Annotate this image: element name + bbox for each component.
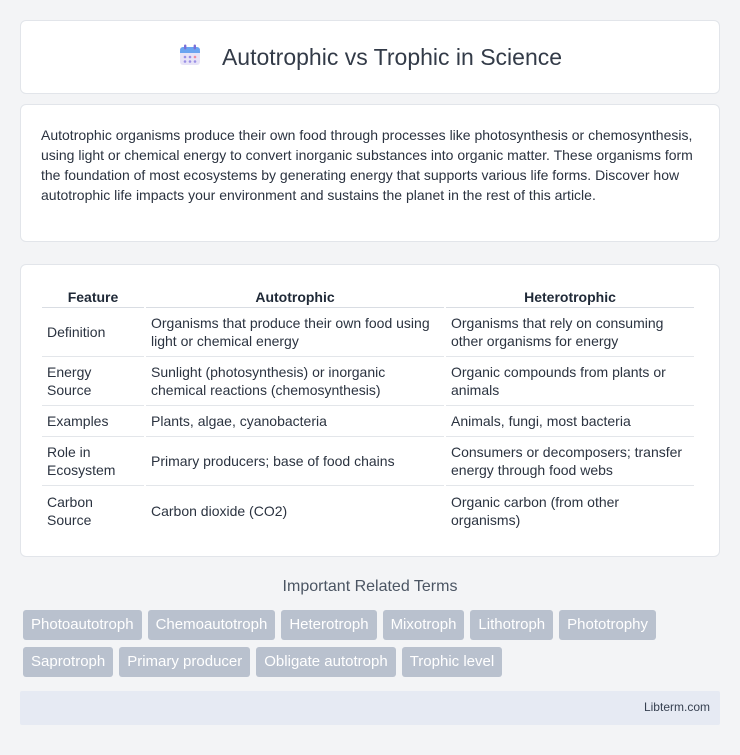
page-title: Autotrophic vs Trophic in Science [221,43,563,70]
related-term-tag[interactable]: Mixotroph [383,610,465,640]
header [178,43,562,72]
footer-site-link[interactable]: Libterm.com [643,700,710,714]
autotrophic-cell: Organisms that produce their own food using light or chemical energy [146,308,444,357]
feature-cell: Carbon Source [47,493,93,528]
related-term-tag[interactable]: Chemoautotroph [148,610,276,640]
heterotrophic-cell: Organisms that rely on consuming other organisms for energy [446,308,694,357]
autotrophic-cell: Primary producers; base of food chains [146,437,444,486]
feature-cell: Examples [42,406,144,437]
feature-cell: Energy Source [42,357,144,406]
column-header-feature: Feature [42,283,144,308]
feature-cell: Definition [42,308,144,357]
table-row [42,406,694,437]
heterotrophic-cell: Organic carbon (from other organisms) [451,493,620,528]
autotrophic-cell: Sunlight (photosynthesis) or inorganic chemical reactions (chemosynthesis) [146,357,444,406]
table-row [42,437,694,486]
related-terms-list [23,610,723,677]
column-header-autotrophic: Autotrophic [146,283,444,308]
comparison-table-card [20,264,720,557]
related-term-tag[interactable]: Obligate autotroph [256,647,395,677]
table-row [42,486,694,535]
intro-card [20,104,720,242]
header-card [20,20,720,94]
related-term-tag[interactable]: Lithotroph [470,610,553,640]
related-term-tag[interactable]: Trophic level [402,647,502,677]
table-row [42,308,694,357]
intro-paragraph: Autotrophic organisms produce their own food through processes like photosynthesis or chemosynthesis, using light or chemical energy to convert inorganic substances into organic matter. These organisms form the foundation of most ecosystems by generating energy that supports various life forms. Discover how autotrophic life impacts your environment and sustains the planet in the rest of this article. [41,127,693,203]
heterotrophic-cell: Consumers or decomposers; transfer energy through food webs [446,437,694,486]
autotrophic-cell: Plants, algae, cyanobacteria [146,406,444,437]
related-term-tag[interactable]: Primary producer [119,647,250,677]
related-terms-title: Important Related Terms [282,578,458,595]
calendar-icon [178,43,202,72]
autotrophic-cell: Carbon dioxide (CO2) [151,502,288,519]
related-term-tag[interactable]: Heterotroph [281,610,376,640]
table-header-row [42,283,694,308]
column-header-heterotrophic: Heterotrophic [446,283,694,308]
table-row [42,357,694,406]
footer [20,691,720,725]
related-term-tag[interactable]: Phototrophy [559,610,656,640]
comparison-table [40,283,696,535]
heterotrophic-cell: Animals, fungi, most bacteria [446,406,694,437]
feature-cell: Role in Ecosystem [42,437,144,486]
related-term-tag[interactable]: Saprotroph [23,647,113,677]
related-term-tag[interactable]: Photoautotroph [23,610,142,640]
heterotrophic-cell: Organic compounds from plants or animals [446,357,694,406]
